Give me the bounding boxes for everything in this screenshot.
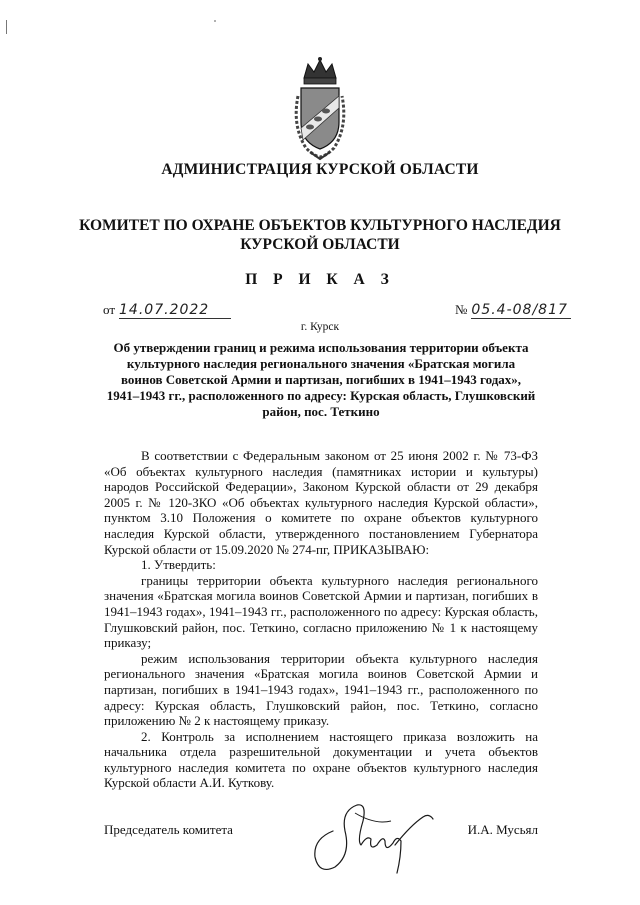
signatory-name: И.А. Мусьял — [467, 822, 538, 837]
item-1: 1. Утвердить: — [141, 557, 216, 573]
order-body — [104, 448, 538, 791]
city: г. Курск — [300, 321, 340, 333]
committee-title-line2: КУРСКОЙ ОБЛАСТИ — [240, 236, 400, 253]
committee-title — [60, 216, 580, 254]
date-label: от — [103, 302, 116, 317]
preamble-paragraph: В соответствии с Федеральным законом от 25 июня 2002 г. № 73-ФЗ «Об объектах культурного наследия (памятниках истории и культуры) народов Российской Федерации», Законом Курской области от 29 декабря 2005 г. № 120-ЗКО «Об объектах культурного наследия Курской области», пунктом 3.10 Положения о комитете по охране объектов культурного наследия Курской области, утвержденного постановлением Губернатора Курской области от 15.09.2020 № 274-пг, ПРИКАЗЫВАЮ: — [104, 448, 538, 557]
document-type: П Р И К А З — [245, 271, 395, 288]
date-field — [103, 302, 209, 318]
committee-title-line1: КОМИТЕТ ПО ОХРАНЕ ОБЪЕКТОВ КУЛЬТУРНОГО НАСЛЕДИЯ — [79, 217, 561, 234]
item-2: 2. Контроль за исполнением настоящего приказа возложить на начальника отдела разрешительной документации и учета объектов культурного наследия комитета по охране объектов культурного наследия Курской области А.И. Куткову. — [104, 728, 538, 791]
date-underline — [119, 318, 231, 319]
order-subject: Об утверждении границ и режима использования территории объекта культурного наследия регионального значения «Братская могила воинов Советской Армии и партизан, погибших в 1941–1943 годах», 1941–1943 гг., расположенного по адресу: Курская область, Глушковский район, пос. Теткино — [106, 340, 536, 419]
signatory-position: Председатель комитета — [104, 822, 233, 837]
number-field — [455, 302, 575, 318]
signature-icon — [305, 795, 435, 877]
coat-of-arms-icon — [290, 56, 350, 161]
scan-edge-mark — [6, 20, 7, 34]
number-underline — [471, 318, 571, 319]
item-1-a: границы территории объекта культурного наследия регионального значения «Братская могила воинов Советской Армии и партизан, погибших в 1941–1943 годах», 1941–1943 гг., расположенного по адресу: Курская область, Глушковский район, пос. Теткино, согласно приложению № 1 к настоящему приказу; — [104, 572, 538, 651]
administration-title: АДМИНИСТРАЦИЯ КУРСКОЙ ОБЛАСТИ — [161, 161, 479, 178]
date-value: 14.07.2022 — [119, 302, 210, 318]
number-value: 05.4-08/817 — [471, 302, 568, 318]
scan-dot — [214, 20, 216, 22]
item-1-b: режим использования территории объекта культурного наследия регионального значения «Братская могила воинов Советской Армии и партизан, погибших в 1941–1943 годах», 1941–1943 гг., расположенного по адресу: Курская область, Глушковский район, пос. Теткино, согласно приложению № 2 к настоящему приказу. — [104, 650, 538, 729]
number-label: № — [455, 302, 468, 317]
